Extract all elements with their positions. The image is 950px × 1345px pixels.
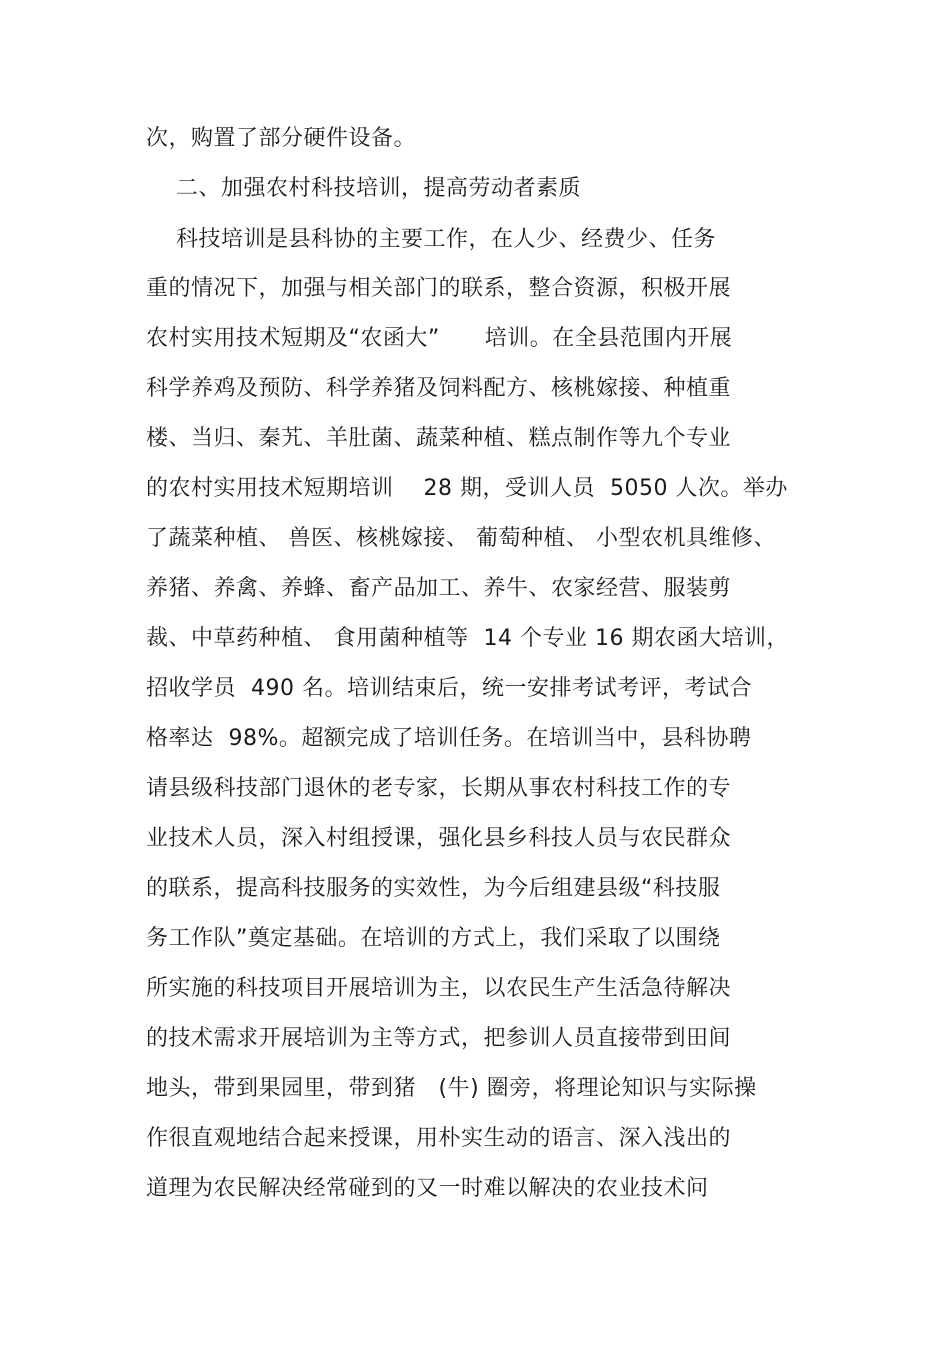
text-line-20: 地头，带到果园里，带到猪 (牛) 圈旁，将理论知识与实际操 <box>146 1076 757 1101</box>
text-line-5: 农村实用技术短期及“农函大” 培训。在全县范围内开展 <box>146 326 733 351</box>
text-line-13: 格率达 98%。超额完成了培训任务。在培训当中，县科协聘 <box>146 726 752 751</box>
text-line-10: 养猪、养禽、养蜂、畜产品加工、养牛、农家经营、服装剪 <box>146 576 732 601</box>
text-line-6: 科学养鸡及预防、科学养猪及饲料配方、核桃嫁接、种植重 <box>146 376 732 401</box>
text-line-8: 的农村实用技术短期培训 28 期，受训人员 5050 人次。举办 <box>146 476 788 501</box>
text-line-18: 所实施的科技项目开展培训为主，以农民生产生活急待解决 <box>146 976 732 1001</box>
text-line-1: 次，购置了部分硬件设备。 <box>146 126 417 151</box>
text-line-11: 裁、中草药种植、 食用菌种植等 14 个专业 16 期农函大培训， <box>146 626 789 651</box>
text-line-21: 作很直观地结合起来授课，用朴实生动的语言、深入浅出的 <box>146 1126 732 1151</box>
text-line-22: 道理为农民解决经常碰到的又一时难以解决的农业技术问 <box>146 1176 709 1201</box>
text-line-16: 的联系，提高科技服务的实效性，为今后组建县级“科技服 <box>146 876 721 901</box>
section-heading: 二、加强农村科技培训，提高劳动者素质 <box>146 176 581 201</box>
text-line-7: 楼、当归、秦艽、羊肚菌、蔬菜种植、糕点制作等九个专业 <box>146 426 732 451</box>
text-line-4: 重的情况下，加强与相关部门的联系，整合资源，积极开展 <box>146 276 732 301</box>
text-line-15: 业技术人员，深入村组授课，强化县乡科技人员与农民群众 <box>146 826 732 851</box>
text-line-3: 科技培训是县科协的主要工作，在人少、经费少、任务 <box>146 227 716 252</box>
text-line-14: 请县级科技部门退休的老专家，长期从事农村科技工作的专 <box>146 776 732 801</box>
text-line-17: 务工作队”奠定基础。在培训的方式上，我们采取了以围绕 <box>146 926 721 951</box>
text-line-19: 的技术需求开展培训为主等方式，把参训人员直接带到田间 <box>146 1026 732 1051</box>
text-line-9: 了蔬菜种植、 兽医、核桃嫁接、 葡萄种植、 小型农机具维修、 <box>146 526 776 551</box>
text-line-12: 招收学员 490 名。培训结束后，统一安排考试考评，考试合 <box>146 676 752 701</box>
